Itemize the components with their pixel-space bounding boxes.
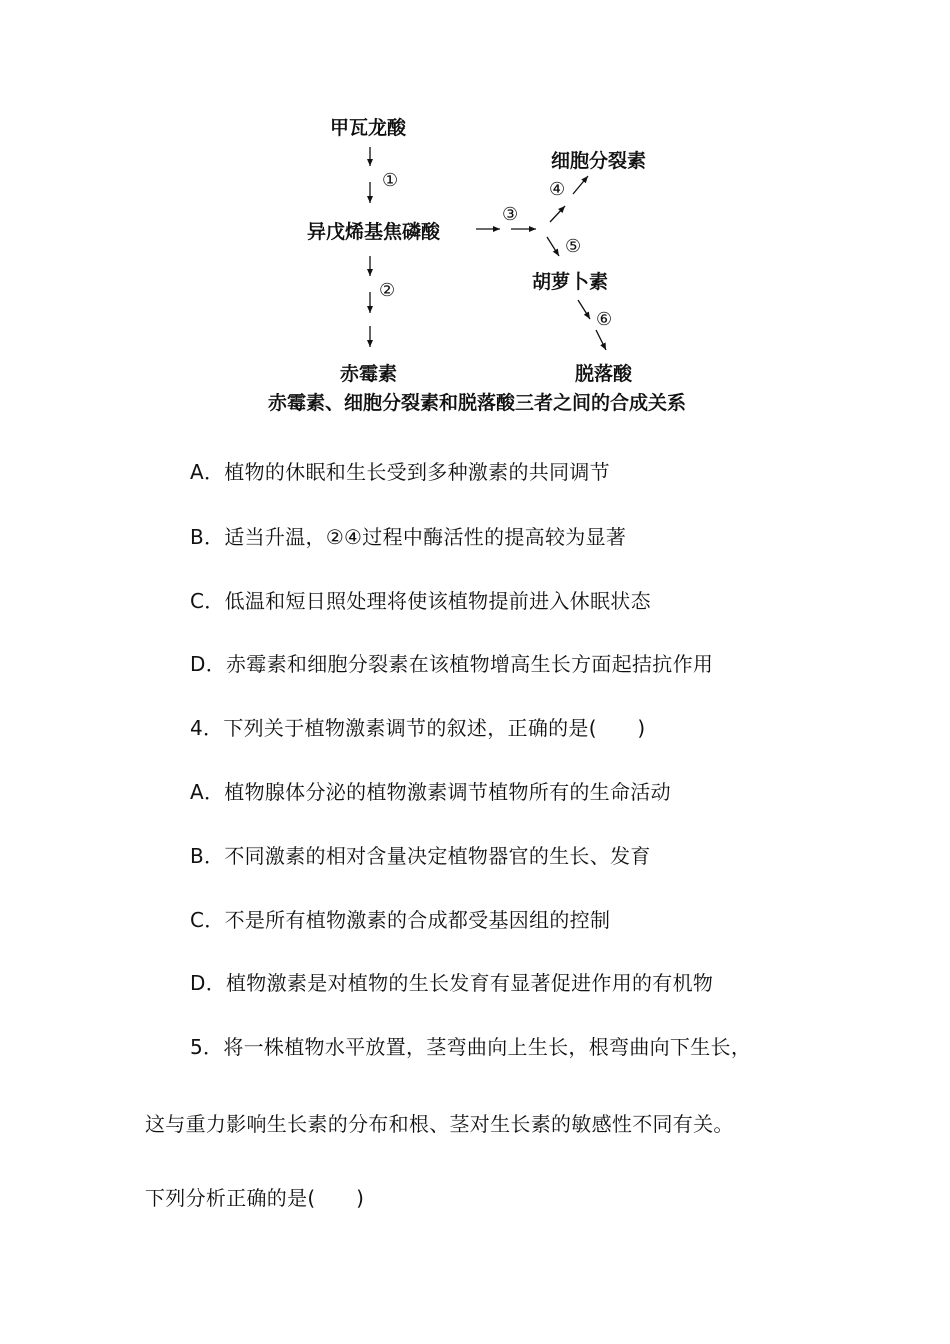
option-4c: C．不是所有植物激素的合成都受基因组的控制: [190, 908, 611, 932]
step-1: ①: [382, 170, 399, 191]
arrow-6a: [578, 300, 590, 319]
step-2: ②: [379, 280, 396, 301]
arrow-5: [547, 237, 559, 256]
question-5-line-1: 5．将一株植物水平放置，茎弯曲向上生长，根弯曲向下生长，: [190, 1035, 752, 1059]
arrow-6b: [596, 330, 606, 350]
label-mevalonic-acid: 甲瓦龙酸: [330, 117, 407, 139]
option-3a: A．植物的休眠和生长受到多种激素的共同调节: [190, 460, 610, 484]
step-6: ⑥: [596, 309, 613, 330]
question-5-line-2: 这与重力影响生长素的分布和根、茎对生长素的敏感性不同有关。: [145, 1112, 734, 1136]
label-abscisic-acid: 脱落酸: [575, 363, 633, 385]
question-4: 4．下列关于植物激素调节的叙述，正确的是( ): [190, 716, 646, 740]
option-3c: C．低温和短日照处理将使该植物提前进入休眠状态: [190, 589, 651, 613]
label-gibberellin: 赤霉素: [340, 363, 398, 385]
arrow-4a: [550, 206, 565, 222]
option-4a: A．植物腺体分泌的植物激素调节植物所有的生命活动: [190, 780, 671, 804]
option-4d: D．植物激素是对植物的生长发育有显著促进作用的有机物: [190, 971, 714, 995]
diagram-caption: 赤霉素、细胞分裂素和脱落酸三者之间的合成关系: [268, 392, 687, 414]
step-3: ③: [502, 204, 519, 225]
label-ipp: 异戊烯基焦磷酸: [307, 221, 441, 243]
question-5-line-3: 下列分析正确的是( ): [145, 1186, 365, 1210]
option-3b: B．适当升温，②④过程中酶活性的提高较为显著: [190, 525, 627, 549]
step-4: ④: [549, 179, 566, 200]
step-5: ⑤: [565, 236, 582, 257]
label-carotene: 胡萝卜素: [532, 271, 609, 293]
option-4b: B．不同激素的相对含量决定植物器官的生长、发育: [190, 844, 651, 868]
option-3d: D．赤霉素和细胞分裂素在该植物增高生长方面起拮抗作用: [190, 652, 714, 676]
arrow-4b: [573, 176, 588, 194]
label-cytokinin: 细胞分裂素: [551, 150, 647, 172]
diagram-arrows: [0, 0, 950, 420]
